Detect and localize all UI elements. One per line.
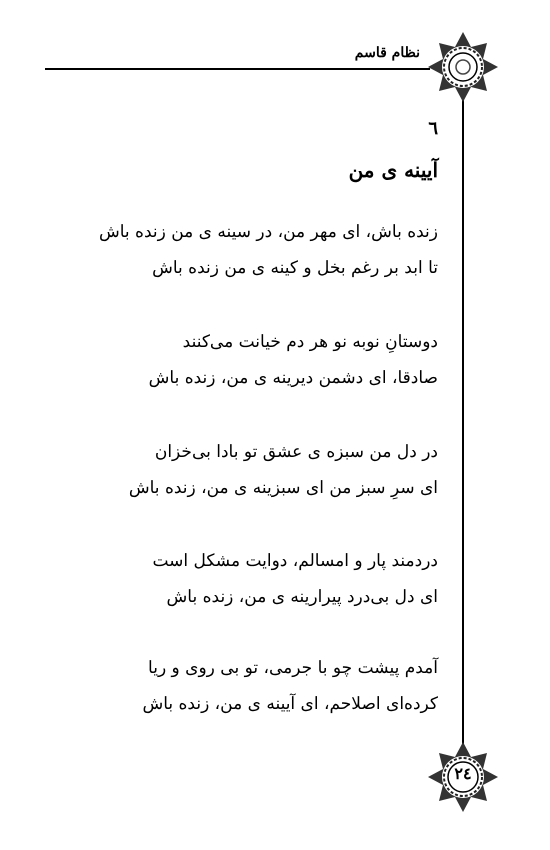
poem-title: آیینه ی من [348,158,438,182]
poem-number: ٦ [428,118,438,139]
verse-line: آمدم پیشت چو با جرمی، تو بی روی و ریا [148,658,438,678]
stanza-4 [152,543,438,615]
verse-line: زنده باش، ای مهر من، در سینه ی من زنده باش [98,222,438,242]
verse-line: کرده‌ای اصلاحم، ای آیینه ی من، زنده باش [142,694,438,714]
verse-line: دردمند پار و امسالم، دوایت مشکل است [152,551,438,571]
page-number: ٢٤ [454,764,472,783]
author-name: نظام قاسم [354,45,420,61]
verse-line: ای سرِ سبز من ای سبزینه ی من، زنده باش [128,478,438,498]
verse-line: صادقا، ای دشمن دیرینه ی من، زنده باش [148,368,438,388]
stanza-5 [142,650,438,722]
verse-line: در دل من سبزه ی عشق تو بادا بی‌خزان [154,442,438,462]
verse-line: ای دل بی‌درد پیرارینه ی من، زنده باش [166,587,438,607]
rosette-ornament-top [426,30,500,104]
header-rule [45,68,430,70]
verse-line: تا ابد بر رغم بخل و کینه ی من زنده باش [152,258,438,278]
stanza-1 [99,214,438,286]
verse-line: دوستانِ نوبه نو هر دم خیانت می‌کنند [182,332,438,352]
stanza-2 [149,324,438,396]
stanza-3 [129,434,438,506]
margin-rule [462,100,464,745]
